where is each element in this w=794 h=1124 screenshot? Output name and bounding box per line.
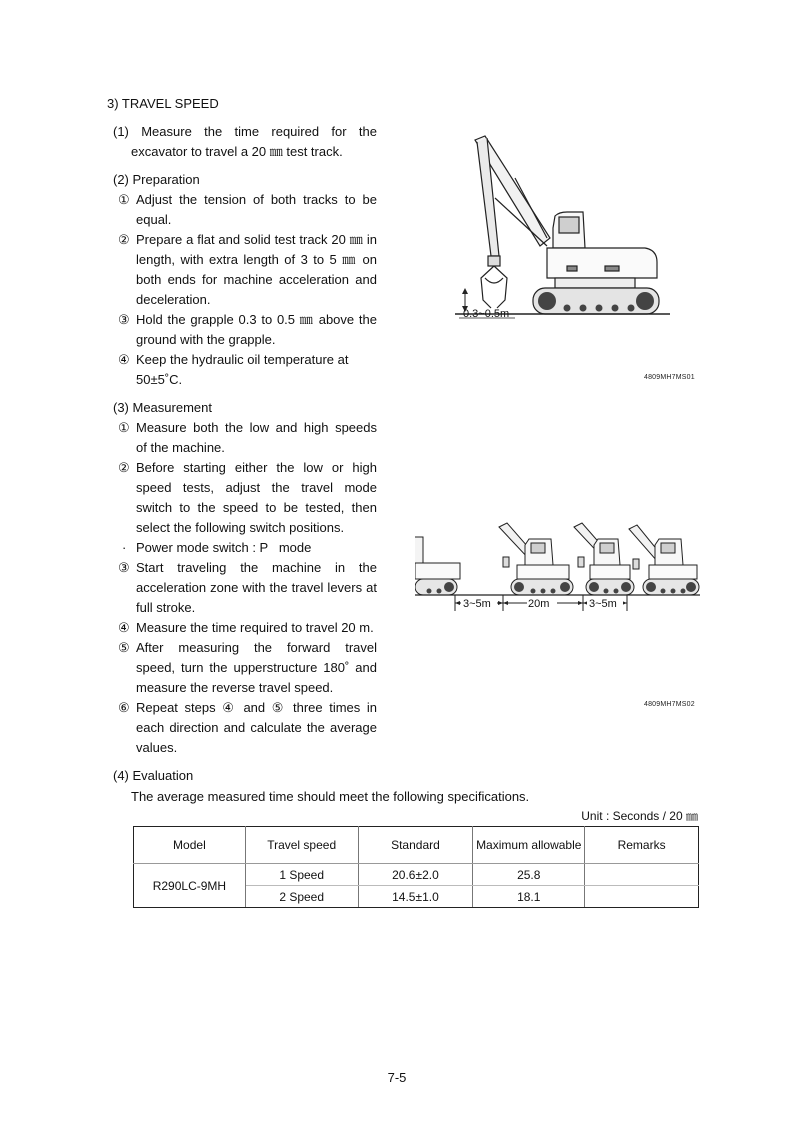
- item-number: ②: [118, 460, 130, 475]
- item-line: length, with extra length of 3 to 5 ㎜ on: [136, 252, 377, 267]
- item-line: Before starting either the low or high: [136, 460, 377, 475]
- item-line: ground with the grapple.: [136, 332, 276, 347]
- item-number: ③: [118, 312, 130, 327]
- intro-number: (1): [113, 124, 129, 139]
- column-header: Remarks: [585, 827, 699, 864]
- item-line: Start traveling the machine in the: [136, 560, 377, 575]
- figure2-id: 4809MH7MS02: [644, 701, 695, 708]
- item-line: Keep the hydraulic oil temperature at: [136, 352, 349, 367]
- section-title: 3) TRAVEL SPEED: [107, 96, 219, 111]
- unit-label: Unit : Seconds / 20 ㎜: [581, 809, 698, 823]
- evaluation-heading: (4) Evaluation: [113, 768, 194, 783]
- item-line: both ends for machine acceleration and: [136, 272, 377, 287]
- list-item: [118, 350, 377, 390]
- list-item: [118, 458, 377, 538]
- figure-travel-track: [415, 515, 700, 620]
- list-item: [118, 230, 377, 310]
- item-line: After measuring the forward travel: [136, 640, 377, 655]
- list-item: [118, 618, 377, 638]
- table-cell: 14.5±1.0: [358, 886, 473, 908]
- list-item: [118, 558, 377, 618]
- list-item: [118, 538, 377, 558]
- dim-mid-label: 20m: [528, 598, 550, 610]
- item-number: ⑥: [118, 700, 130, 715]
- column-header: Model: [134, 827, 246, 864]
- list-item: [118, 190, 377, 230]
- table-cell: 20.6±2.0: [358, 864, 473, 886]
- item-line: measure the reverse travel speed.: [136, 680, 334, 695]
- machine-illustration: [415, 537, 460, 595]
- column-header: Standard: [358, 827, 473, 864]
- item-number: ⑤: [118, 640, 130, 655]
- table-cell: 1 Speed: [245, 864, 358, 886]
- column-header: Maximum allowable: [473, 827, 585, 864]
- item-line: Measure both the low and high speeds: [136, 420, 377, 435]
- table-cell: 2 Speed: [245, 886, 358, 908]
- item-line: Repeat steps ④ and ⑤ three times in: [136, 700, 377, 715]
- item-line: speed, turn the upperstructure 180˚ and: [136, 660, 377, 675]
- evaluation-text: The average measured time should meet the following specifications.: [131, 789, 530, 804]
- item-line: acceleration zone with the travel levers at: [136, 580, 377, 595]
- column-header: Travel speed: [245, 827, 358, 864]
- table-header-row: [134, 827, 699, 864]
- item-bullet: ·: [122, 540, 127, 555]
- intro-line1: Measure the time required for the: [141, 124, 377, 139]
- intro-line2: excavator to travel a 20 ㎜ test track.: [131, 144, 343, 159]
- table-cell: 25.8: [473, 864, 585, 886]
- page-number: 7-5: [387, 1070, 407, 1085]
- measurement-list: [118, 418, 377, 758]
- item-number: ④: [118, 620, 130, 635]
- item-number: ③: [118, 560, 130, 575]
- list-item: [118, 698, 377, 758]
- item-number: ①: [118, 192, 130, 207]
- item-line: switch to the speed to be tested, then: [136, 500, 377, 515]
- list-item: [118, 638, 377, 698]
- item-number: ②: [118, 232, 130, 247]
- height-label: 0.3~0.5m: [463, 308, 510, 320]
- list-item: [118, 310, 377, 350]
- dim-left-label: 3~5m: [463, 598, 491, 610]
- item-line: Prepare a flat and solid test track 20 ㎜ in: [136, 232, 377, 247]
- list-item: [118, 418, 377, 458]
- table-cell: 18.1: [473, 886, 585, 908]
- item-line: Hold the grapple 0.3 to 0.5 ㎜ above the: [136, 312, 377, 327]
- table-cell: [585, 864, 699, 886]
- item-line: select the following switch positions.: [136, 520, 345, 535]
- item-line: Adjust the tension of both tracks to be: [136, 192, 377, 207]
- item-line: speed tests, adjust the travel mode: [136, 480, 377, 495]
- intro-paragraph: [113, 122, 377, 162]
- item-line: deceleration.: [136, 292, 211, 307]
- figure1-id: 4809MH7MS01: [644, 374, 695, 381]
- item-number: ①: [118, 420, 130, 435]
- model-cell: R290LC-9MH: [134, 864, 246, 908]
- item-line: 50±5˚C.: [136, 372, 183, 387]
- item-line: full stroke.: [136, 600, 196, 615]
- figure-grapple-excavator: [455, 128, 670, 343]
- table-cell: [585, 886, 699, 908]
- item-line: each direction and calculate the average: [136, 720, 377, 735]
- dim-right-label: 3~5m: [589, 598, 617, 610]
- item-line: equal.: [136, 212, 172, 227]
- item-line: values.: [136, 740, 178, 755]
- spec-table: [133, 826, 699, 908]
- item-line: of the machine.: [136, 440, 225, 455]
- preparation-heading: (2) Preparation: [113, 172, 200, 187]
- preparation-list: [118, 190, 377, 390]
- item-number: ④: [118, 352, 130, 367]
- measurement-heading: (3) Measurement: [113, 400, 212, 415]
- item-line: Power mode switch : P mode: [136, 540, 312, 555]
- table-row: [134, 864, 699, 886]
- item-line: Measure the time required to travel 20 m.: [136, 620, 374, 635]
